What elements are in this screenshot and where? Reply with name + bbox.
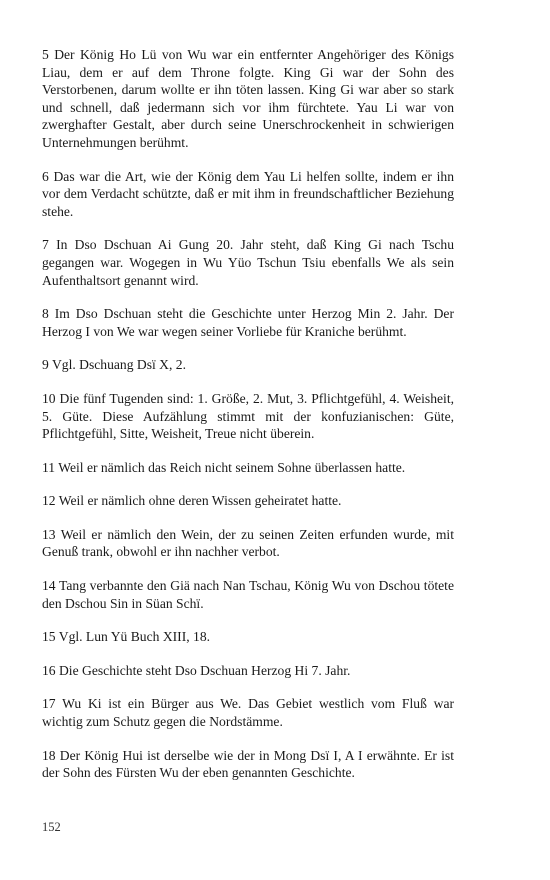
footnote-11: 11 Weil er nämlich das Reich nicht seinem Sohne überlassen hatte. <box>42 459 406 475</box>
footnote-13: 13 Weil er nämlich den Wein, der zu seinen Zeiten erfunden wurde, mit Genuß trank, obwohl er ihn nachher verbot. <box>42 526 454 560</box>
footnote-17: 17 Wu Ki ist ein Bürger aus We. Das Gebiet westlich vom Fluß war wichtig zum Schutz gegen die Nordstämme. <box>42 696 454 730</box>
footnote-16: 16 Die Geschichte steht Dso Dschuan Herzog Hi 7. Jahr. <box>42 662 351 678</box>
footnote-9: 9 Vgl. Dschuang Dsï X, 2. <box>42 357 186 373</box>
footnote-15: 15 Vgl. Lun Yü Buch XIII, 18. <box>42 629 211 645</box>
footnote-14: 14 Tang verbannte den Giä nach Nan Tschau, König Wu von Dschou tötete den Dschou Sin in Süan Schï. <box>42 578 454 611</box>
footnote-5: 5 Der König Ho Lü von Wu war ein entfernter Angehöriger des Königs Liau, dem er auf dem Throne folgte. King Gi war der Sohn des Verstorbenen, darum wollte er ihn töten lassen. King Gi war aber so stark und schnell, daß jedermann sich vor ihm fürchtete. Yau Li war von zwerghafter Gestalt, aber durch seine Unerschrockenheit in schwierigen Unternehmungen berühmt. <box>42 47 454 150</box>
footnote-7: 7 In Dso Dschuan Ai Gung 20. Jahr steht, daß King Gi nach Tschu gegangen war. Wogegen in Wu Yüo Tschun Tsiu ebenfalls We als sein Aufenthaltsort genannt wird. <box>42 237 454 288</box>
footnote-6: 6 Das war die Art, wie der König dem Yau Li helfen sollte, indem er ihn vor dem Verdacht schützte, daß er mit ihm in freundschaftlicher Beziehung stehe. <box>42 168 454 219</box>
page-number: 152 <box>42 820 61 834</box>
footnotes-block <box>42 46 454 798</box>
footnote-12: 12 Weil er nämlich ohne deren Wissen geheiratet hatte. <box>42 493 342 509</box>
footnote-8: 8 Im Dso Dschuan steht die Geschichte unter Herzog Min 2. Jahr. Der Herzog I von We war wegen seiner Vorliebe für Kraniche berühmt. <box>42 306 454 339</box>
footnote-18: 18 Der König Hui ist derselbe wie der in Mong Dsï I, A I erwähnte. Er ist der Sohn des Fürsten Wu der eben genannten Geschichte. <box>42 747 454 781</box>
footnote-10: 10 Die fünf Tugenden sind: 1. Größe, 2. Mut, 3. Pflichtgefühl, 4. Weisheit, 5. Güte. Diese Aufzählung stimmt mit der konfuzianischen: Güte, Pflichtgefühl, Sitte, Weisheit, Treue nicht überein. <box>42 390 454 442</box>
